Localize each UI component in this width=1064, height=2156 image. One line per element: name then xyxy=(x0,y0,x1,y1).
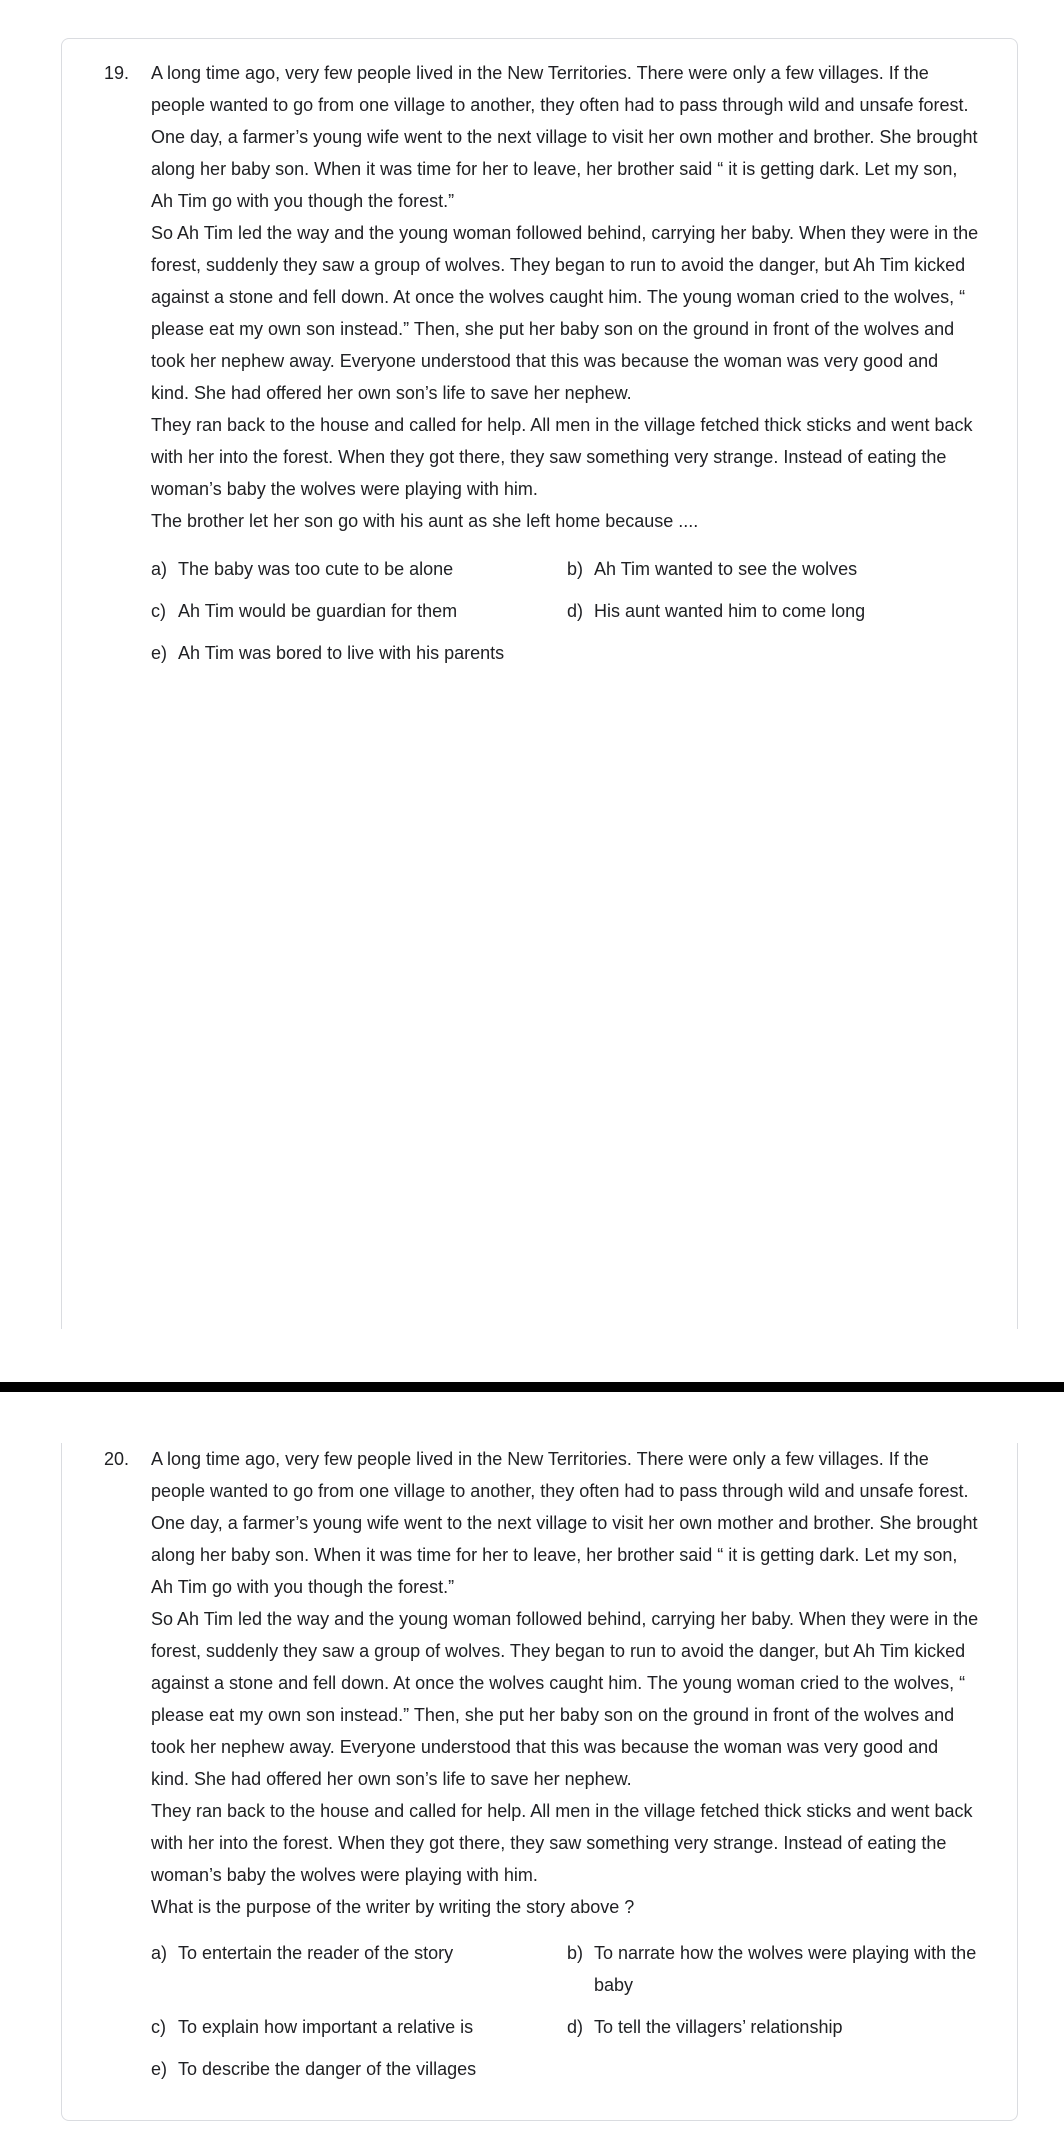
option-text: To tell the villagers’ relationship xyxy=(594,2017,843,2037)
question-prompt: What is the purpose of the writer by writing the story above ? xyxy=(151,1897,635,1917)
option-text: Ah Tim would be guardian for them xyxy=(178,601,458,621)
story-paragraph-1: A long time ago, very few people lived in the New Territories. There were only a few villages. If the people wanted to go from one village to another, they often had to pass through wild and unsafe forest. One day, a farmer’s young wife went to the next village to visit her own mother and brother. She brought along her baby son. When it was time for her to leave, her brother said “ it is getting dark. Let my son, Ah Tim go with you though the forest.” xyxy=(151,1449,978,1597)
option-letter: d) xyxy=(567,601,584,621)
story-paragraph-2: So Ah Tim led the way and the young woman followed behind, carrying her baby. When they were in the forest, suddenly they saw a group of wolves. They began to run to avoid the danger, but Ah Tim kicked against a stone and fell down. At once the wolves caught him. The young woman cried to the wolves, “ please eat my own son instead.” Then, she put her baby son on the ground in front of the wolves and took her nephew away. Everyone understood that this was because the woman was very good and kind. She had offered her own son’s life to save her nephew. xyxy=(151,223,979,403)
story-paragraph-2: So Ah Tim led the way and the young woman followed behind, carrying her baby. When they were in the forest, suddenly they saw a group of wolves. They began to run to avoid the danger, but Ah Tim kicked against a stone and fell down. At once the wolves caught him. The young woman cried to the wolves, “ please eat my own son instead.” Then, she put her baby son on the ground in front of the wolves and took her nephew away. Everyone understood that this was because the woman was very good and kind. She had offered her own son’s life to save her nephew. xyxy=(151,1609,979,1789)
option-letter: d) xyxy=(567,2017,584,2037)
question-text xyxy=(151,57,981,537)
option-text: To entertain the reader of the story xyxy=(178,1943,454,1963)
option-a[interactable] xyxy=(151,553,551,585)
option-e[interactable] xyxy=(151,637,651,669)
option-text: To describe the danger of the villages xyxy=(178,2059,477,2079)
option-text: Ah Tim was bored to live with his parents xyxy=(178,643,505,663)
option-text: To explain how important a relative is xyxy=(178,2017,474,2037)
question-number: 20. xyxy=(104,1449,130,1469)
option-letter: b) xyxy=(567,559,584,579)
option-text: Ah Tim wanted to see the wolves xyxy=(594,559,858,579)
question-number: 19. xyxy=(104,63,130,83)
option-a[interactable] xyxy=(151,1937,551,1969)
option-b[interactable] xyxy=(567,1937,981,2001)
option-letter: e) xyxy=(151,2059,168,2079)
question-prompt: The brother let her son go with his aunt as she left home because .... xyxy=(151,511,699,531)
story-paragraph-1: A long time ago, very few people lived in the New Territories. There were only a few villages. If the people wanted to go from one village to another, they often had to pass through wild and unsafe forest. One day, a farmer’s young wife went to the next village to visit her own mother and brother. She brought along her baby son. When it was time for her to leave, her brother said “ it is getting dark. Let my son, Ah Tim go with you though the forest.” xyxy=(151,63,978,211)
option-letter: e) xyxy=(151,643,168,663)
option-letter: a) xyxy=(151,559,168,579)
option-d[interactable] xyxy=(567,2011,981,2043)
question-text xyxy=(151,1443,981,1923)
story-paragraph-3: They ran back to the house and called for help. All men in the village fetched thick sticks and went back with her into the forest. When they got there, they saw something very strange. Instead of eating the woman’s baby the wolves were playing with him. xyxy=(151,415,973,499)
story-paragraph-3: They ran back to the house and called for help. All men in the village fetched thick sticks and went back with her into the forest. When they got there, they saw something very strange. Instead of eating the woman’s baby the wolves were playing with him. xyxy=(151,1801,973,1885)
option-b[interactable] xyxy=(567,553,981,585)
option-letter: c) xyxy=(151,601,166,621)
option-letter: c) xyxy=(151,2017,166,2037)
option-letter: b) xyxy=(567,1943,584,1963)
option-text: His aunt wanted him to come long xyxy=(594,601,866,621)
option-c[interactable] xyxy=(151,2011,551,2043)
option-d[interactable] xyxy=(567,595,981,627)
option-letter: a) xyxy=(151,1943,168,1963)
option-c[interactable] xyxy=(151,595,551,627)
option-text: The baby was too cute to be alone xyxy=(178,559,454,579)
option-text: To narrate how the wolves were playing with the baby xyxy=(594,1943,977,1995)
option-e[interactable] xyxy=(151,2053,651,2085)
page-divider xyxy=(0,1382,1064,1392)
